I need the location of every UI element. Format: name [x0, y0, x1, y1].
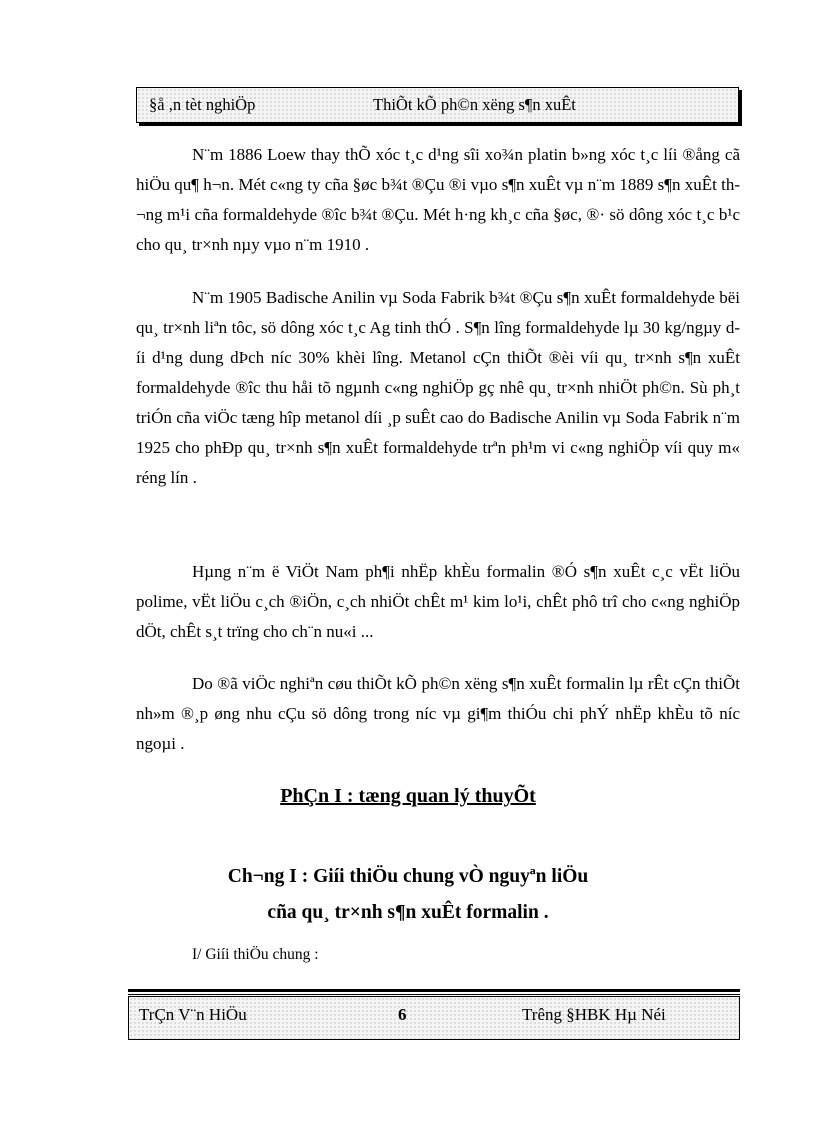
part-title: PhÇn I : tæng quan lý thuyÕt [280, 785, 536, 807]
footer-rule-thin [128, 994, 740, 995]
paragraph-3: Hµng n¨m ë ViÖt Nam ph¶i nhËp khÈu formalin ®Ó s¶n xuÊt c¸c vËt liÖu polime, vËt liÖu c¸ch ®iÖn, c¸ch nhiÖt chÊt m¹ kim lo¹i, chÊt phô trî cho c«ng nghiÖp dÖt, chÊt s¸t trïng cho ch¨n nu«i ... [136, 562, 740, 641]
footer-rule-thick [128, 989, 740, 992]
section-subheading: I/ Giíi thiÖu chung : [192, 946, 319, 963]
page-header [136, 87, 739, 123]
paragraph-3-block [136, 557, 740, 647]
header-thesis-label: §å ,n tèt nghiÖp [149, 95, 256, 114]
paragraph-4: Do ®ã viÖc nghiªn cøu thiÕt kÕ ph©n xëng s¶n xuÊt formalin lµ rÊt cÇn thiÕt nh»m ®¸p øng nhu cÇu sö dông trong níc vµ gi¶m thiÓu chi phÝ nhËp khÈu tõ níc ngoµi . [136, 674, 740, 753]
paragraph-2-block [136, 283, 740, 493]
footer-author: TrÇn V¨n HiÖu [139, 1005, 247, 1024]
chapter-title-line-1: Ch¬ng I : Giíi thiÖu chung vÒ nguyªn liÖu [227, 866, 589, 887]
footer-page-number: 6 [398, 1005, 407, 1024]
chapter-title-line-2: cña qu¸ tr×nh s¶n xuÊt formalin . [267, 902, 549, 923]
paragraph-2: N¨m 1905 Badische Anilin vµ Soda Fabrik b¾t ®Çu s¶n xuÊt formaldehyde bëi qu¸ tr×nh liªn tôc, sö dông xóc t¸c Ag tinh thÓ . S¶n lîng formaldehyde lµ 30 kg/ngµy díi d¹ng dung dÞch níc 30% khèi lîng. Metanol cÇn thiÕt ®èi víi qu¸ tr×nh s¶n xuÊt formaldehyde ®îc thu håi tõ ngµnh c«ng nghiÖp gç nhê qu¸ tr×nh nhiÖt ph©n. Sù ph¸t triÓn cña viÖc tæng hîp metanol díi ¸p suÊt cao do Badische Anilin vµ Soda Fabrik n¨m 1925 cho phÐp qu¸ tr×nh s¶n xuÊt formaldehyde trªn ph¹m vi c«ng nghiÖp víi quy m« réng lín . [136, 288, 740, 487]
page-footer [128, 996, 740, 1040]
paragraph-4-block [136, 669, 740, 759]
header-project-title: ThiÕt kÕ ph©n xëng s¶n xuÊt [373, 95, 576, 114]
paragraph-1: N¨m 1886 Loew thay thÕ xóc t¸c d¹ng sîi xo¾n platin b»ng xóc t¸c líi ®ång cã hiÖu qu¶ h¬n. Mét c«ng ty cña §øc b¾t ®Çu ®i vµo s¶n xuÊt vµ n¨m 1889 s¶n xuÊt th¬ng m¹i cña formaldehyde ®îc b¾t ®Çu. Mét h·ng kh¸c cña §øc, ®· sö dông xóc t¸c b¹c cho qu¸ tr×nh nµy vµo n¨m 1910 . [136, 145, 740, 254]
footer-university: Trêng §HBK Hµ Néi [522, 1005, 666, 1024]
paragraph-1-block [136, 140, 740, 260]
